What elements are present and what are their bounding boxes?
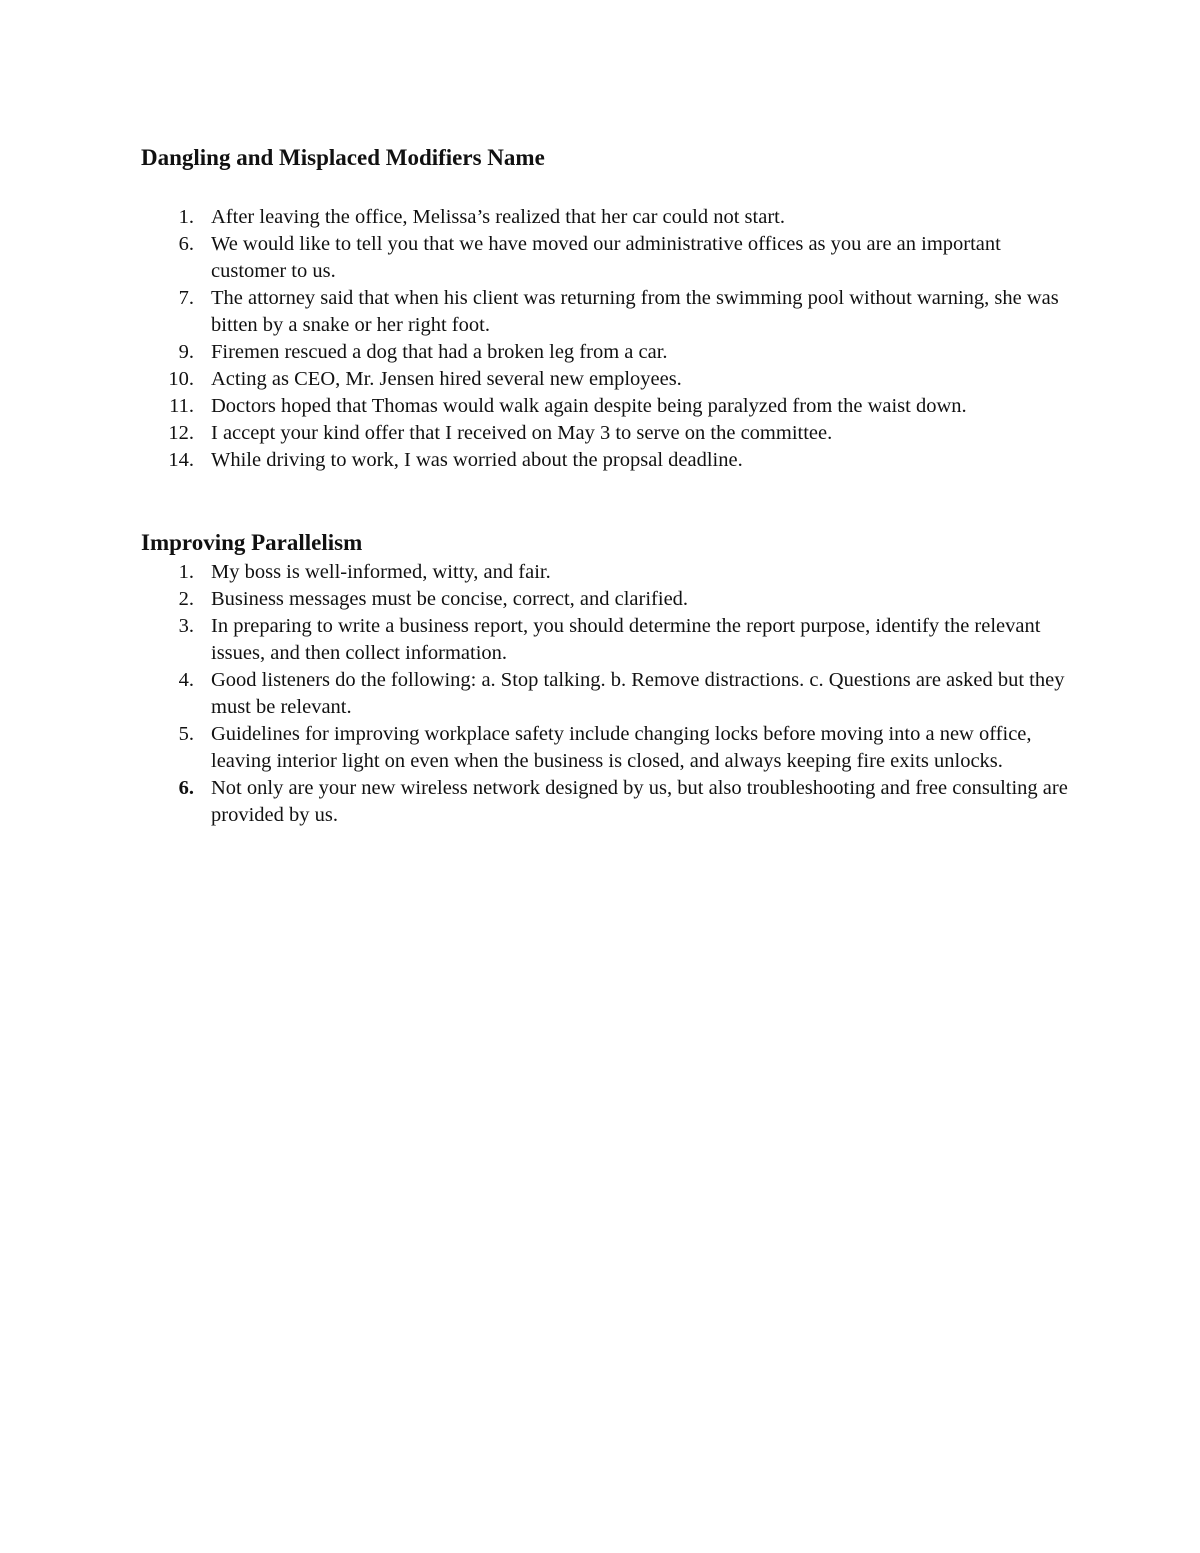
parallelism-list bbox=[0, 559, 1071, 829]
item-number: 14. bbox=[168, 449, 194, 471]
item-number: 4. bbox=[178, 669, 194, 691]
item-number: 12. bbox=[168, 422, 194, 444]
item-number: 2. bbox=[178, 588, 194, 610]
list-item bbox=[0, 231, 1071, 285]
item-text: Business messages must be concise, correct, and clarified. bbox=[211, 588, 689, 610]
list-item bbox=[0, 420, 1071, 447]
item-number: 6. bbox=[178, 777, 194, 799]
item-number: 1. bbox=[178, 561, 194, 583]
list-item bbox=[0, 393, 1071, 420]
item-number: 5. bbox=[178, 723, 194, 745]
item-text: My boss is well-informed, witty, and fair. bbox=[211, 561, 551, 583]
item-text: Doctors hoped that Thomas would walk again despite being paralyzed from the waist down. bbox=[211, 395, 967, 417]
item-text: Guidelines for improving workplace safety include changing locks before moving into a new office, leaving interior light on even when the business is closed, and always keeping fire exits unlocks. bbox=[211, 723, 1032, 772]
section-title-parallelism: Improving Parallelism bbox=[141, 530, 363, 555]
item-number: 3. bbox=[178, 615, 194, 637]
item-number: 9. bbox=[178, 341, 194, 363]
list-item bbox=[0, 447, 1071, 474]
item-text: I accept your kind offer that I received on May 3 to serve on the committee. bbox=[211, 422, 833, 444]
item-text: The attorney said that when his client was returning from the swimming pool without warning, she was bitten by a snake or her right foot. bbox=[211, 287, 1059, 336]
item-text: Firemen rescued a dog that had a broken leg from a car. bbox=[211, 341, 668, 363]
modifiers-list bbox=[0, 204, 1071, 474]
item-number: 6. bbox=[178, 233, 194, 255]
list-item bbox=[0, 285, 1071, 339]
list-item bbox=[0, 613, 1071, 667]
item-text: Acting as CEO, Mr. Jensen hired several new employees. bbox=[211, 368, 682, 390]
item-text: Good listeners do the following: a. Stop talking. b. Remove distractions. c. Questions are asked but they must be relevant. bbox=[211, 669, 1065, 718]
list-item bbox=[0, 366, 1071, 393]
list-item bbox=[0, 559, 1071, 586]
list-item bbox=[0, 721, 1071, 775]
item-text: We would like to tell you that we have moved our administrative offices as you are an important customer to us. bbox=[211, 233, 1001, 282]
list-item bbox=[0, 204, 1071, 231]
section-title-modifiers: Dangling and Misplaced Modifiers Name bbox=[141, 145, 545, 170]
item-text: Not only are your new wireless network designed by us, but also troubleshooting and free consulting are provided by us. bbox=[211, 777, 1068, 826]
item-number: 10. bbox=[168, 368, 194, 390]
item-text: While driving to work, I was worried about the propsal deadline. bbox=[211, 449, 743, 471]
item-number: 7. bbox=[178, 287, 194, 309]
list-item bbox=[0, 775, 1071, 829]
item-text: After leaving the office, Melissa’s realized that her car could not start. bbox=[211, 206, 785, 228]
list-item bbox=[0, 667, 1071, 721]
item-text: In preparing to write a business report, you should determine the report purpose, identify the relevant issues, and then collect information. bbox=[211, 615, 1041, 664]
list-item bbox=[0, 339, 1071, 366]
item-number: 11. bbox=[169, 395, 194, 417]
item-number: 1. bbox=[178, 206, 194, 228]
list-item bbox=[0, 586, 1071, 613]
